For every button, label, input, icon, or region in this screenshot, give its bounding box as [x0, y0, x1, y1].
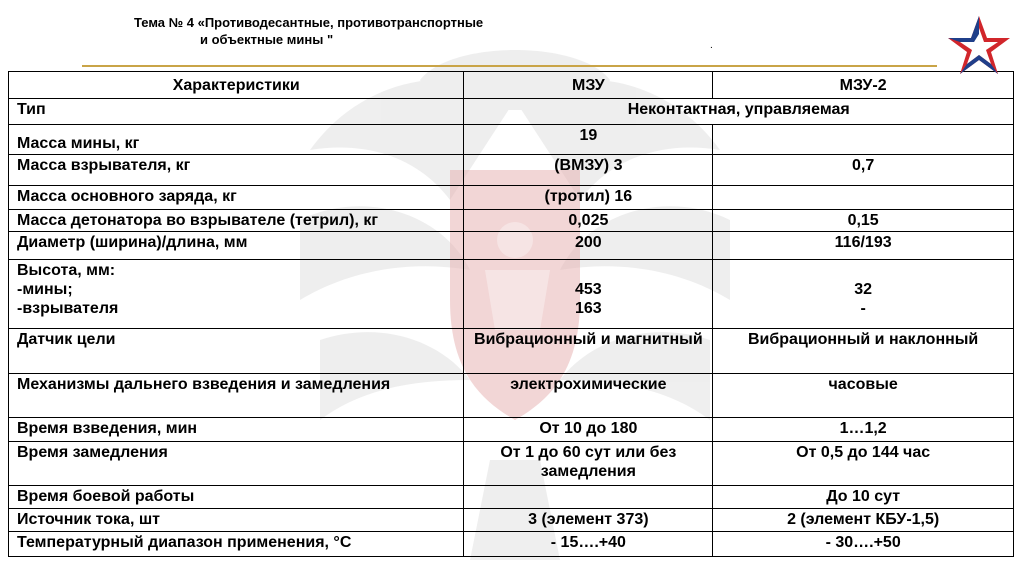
row-label: Масса детонатора во взрывателе (тетрил), кг	[9, 210, 464, 232]
row-label: Масса взрывателя, кг	[9, 155, 464, 186]
row-mzu-value: 3 (элемент 373)	[464, 509, 713, 532]
row-mzu-value: 200	[464, 232, 713, 260]
row-mzu-value: 0,025	[464, 210, 713, 232]
row-mzu2-value: 1…1,2	[713, 418, 1014, 442]
row-mzu2-value: 32 -	[713, 260, 1014, 329]
row-mzu-value: (ВМЗУ) 3	[464, 155, 713, 186]
row-mzu-value: электрохимические	[464, 374, 713, 418]
table-row	[9, 329, 1014, 374]
red-star-logo-icon	[946, 14, 1012, 76]
row-mzu2-value: 0,15	[713, 210, 1014, 232]
table-row	[9, 155, 1014, 186]
row-label: Тип	[9, 99, 464, 125]
table-row	[9, 442, 1014, 486]
row-mzu2-value: До 10 сут	[713, 486, 1014, 509]
header-characteristics: Характеристики	[9, 72, 464, 99]
row-mzu2-value: 0,7	[713, 155, 1014, 186]
row-label: Температурный диапазон применения, °С	[9, 532, 464, 557]
row-mzu2-value: 2 (элемент КБУ-1,5)	[713, 509, 1014, 532]
row-merged-value: Неконтактная, управляемая	[464, 99, 1014, 125]
row-label: Механизмы дальнего взведения и замедления	[9, 374, 464, 418]
row-label: Время боевой работы	[9, 486, 464, 509]
row-mzu-value: От 10 до 180	[464, 418, 713, 442]
row-mzu-value: От 1 до 60 сут или без замедления	[464, 442, 713, 486]
row-mzu2-value: От 0,5 до 144 час	[713, 442, 1014, 486]
row-label: Масса основного заряда, кг	[9, 186, 464, 210]
table-row	[9, 210, 1014, 232]
row-label: Масса мины, кг	[9, 125, 464, 155]
table-row	[9, 486, 1014, 509]
row-mzu-value	[464, 486, 713, 509]
row-label: Высота, мм: -мины; -взрывателя	[9, 260, 464, 329]
row-label: Время замедления	[9, 442, 464, 486]
table-row	[9, 260, 1014, 329]
row-mzu-value: - 15….+40	[464, 532, 713, 557]
row-mzu-value: 19	[464, 125, 713, 155]
row-mzu2-value	[713, 125, 1014, 155]
table-row	[9, 509, 1014, 532]
table-row	[9, 374, 1014, 418]
table-row	[9, 418, 1014, 442]
table-row	[9, 532, 1014, 557]
row-mzu-value: (тротил) 16	[464, 186, 713, 210]
row-mzu2-value: часовые	[713, 374, 1014, 418]
table-header-row	[9, 72, 1014, 99]
table-row	[9, 99, 1014, 125]
header-mzu2: МЗУ-2	[713, 72, 1014, 99]
row-mzu2-value	[713, 186, 1014, 210]
header-rule	[82, 65, 937, 67]
slide-title	[134, 14, 483, 48]
row-mzu2-value: - 30….+50	[713, 532, 1014, 557]
row-mzu-value: Вибрационный и магнитный	[464, 329, 713, 374]
row-mzu2-value: Вибрационный и наклонный	[713, 329, 1014, 374]
mine-spec-table	[8, 71, 1014, 557]
row-label: Датчик цели	[9, 329, 464, 374]
title-line-2: и объектные мины "	[200, 32, 334, 47]
header-mzu: МЗУ	[464, 72, 713, 99]
row-mzu2-value: 116/193	[713, 232, 1014, 260]
table-row	[9, 232, 1014, 260]
title-line-1: Тема № 4 «Противодесантные, противотранспортные	[134, 15, 484, 30]
row-label: Источник тока, шт	[9, 509, 464, 532]
row-mzu-value: 453 163	[464, 260, 713, 329]
table-row	[9, 186, 1014, 210]
row-label: Время взведения, мин	[9, 418, 464, 442]
row-label: Диаметр (ширина)/длина, мм	[9, 232, 464, 260]
title-dot: .	[710, 40, 713, 51]
table-row	[9, 125, 1014, 155]
